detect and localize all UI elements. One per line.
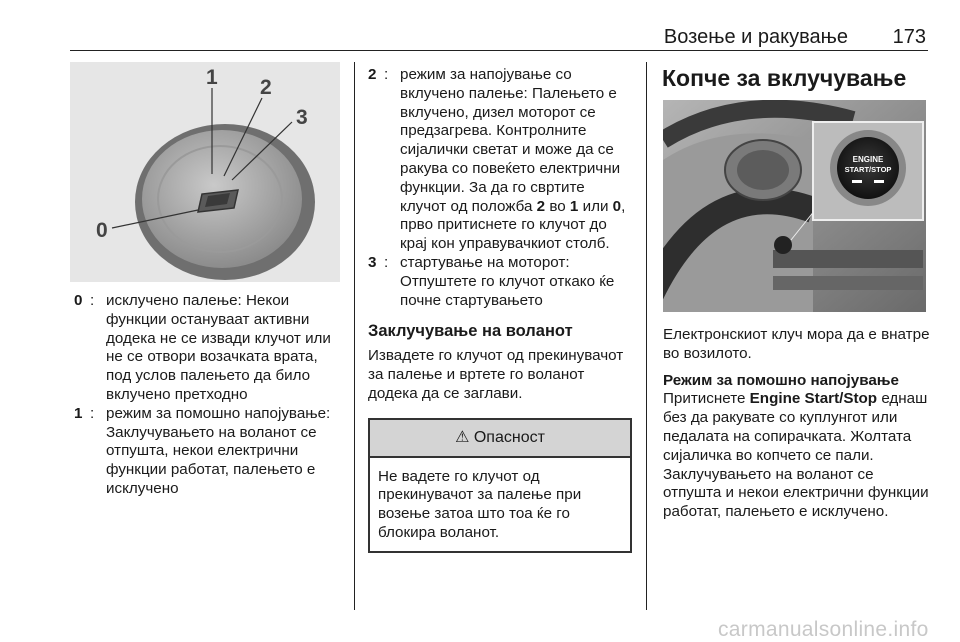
aux-power-text: Притиснете Engine Start/Stop еднаш без да ракувате со куплунгот или педалата на сопирачката. Жолтата сијаличка во копчето се пали. Заклучувањето на воланот се отпушта и некои електрични функции работат, палењето е исклучено.	[663, 390, 929, 521]
position-label-1: 1	[206, 66, 218, 89]
warning-triangle-icon: ⚠	[455, 428, 470, 446]
position-1-item: 1 : режим за помошно напојување: Заклучувањето на воланот се отпушта, некои електрични функции работат, палењето е исклучено	[74, 405, 346, 499]
position-0-item: 0 : исклучено палење: Некои функции остануваат активни додека не се извади клучот или не се отвори возачката врата, под услов палењето да било вклучено претходно	[74, 292, 346, 405]
start-button-photo	[663, 100, 926, 312]
column-divider-2	[646, 62, 647, 610]
steering-lock-text: Извадете го клучот од прекинувачот за палење и вртете го воланот додека да се заглави.	[368, 347, 624, 402]
position-3-item: 3 : стартување на моторот: Отпуштете го клучот откако ќе почне стартувањето	[368, 254, 632, 310]
ignition-switch-figure	[70, 62, 340, 282]
column-3	[663, 326, 931, 522]
position-description: режим за напојување со вклучено палење: Палењето е вклучено, дизел моторот се предзагрева. Контролните сијалички светат и може да се ракува со повеќето електрични функции. За да го свртите клучот од положба 2 во 1 или 0, прво притиснете го клучот до крај кон управувачкиот столб.	[400, 66, 626, 253]
position-key: 2	[368, 66, 377, 83]
position-description: стартување на моторот: Отпуштете го клучот откако ќе почне стартувањето	[400, 253, 615, 309]
position-key: 0	[74, 292, 83, 309]
start-button-intro: Електронскиот клуч мора да е внатре во возилото.	[663, 326, 930, 362]
aux-power-heading: Режим за помошно напојување	[663, 371, 899, 389]
position-key: 3	[368, 253, 377, 271]
position-2-item: 2 : режим за напојување со вклучено палење: Палењето е вклучено, дизел моторот се предзагрева. Контролните сијалички светат и може да се ракува со повеќето електрични функции. За да го свртите клучот од положба 2 во 1 или 0, прво притиснете го клучот до крај кон управувачкиот столб.	[368, 66, 632, 254]
section-title: Возење и ракување	[663, 26, 848, 48]
position-key: 1	[74, 404, 83, 422]
page-number: 173	[892, 26, 926, 48]
watermark: carmanualsonline.info	[718, 618, 929, 641]
danger-text: Не вадете го клучот од прекинувачот за палење при возење затоа што тоа ќе го блокира воланот.	[378, 467, 582, 541]
position-description: исклучено палење: Некои функции остануваат активни додека не се извади клучот или не се отвори возачката врата, под услов палењето да било вклучено претходно	[106, 292, 331, 403]
page-header	[70, 24, 928, 51]
position-description: режим за помошно напојување: Заклучувањето на воланот се отпушта, некои електрични функции работат, палењето е исклучено	[106, 404, 331, 497]
position-label-3: 3	[296, 106, 308, 129]
danger-box	[368, 418, 632, 553]
danger-box-header	[370, 420, 630, 458]
position-label-2: 2	[260, 76, 272, 99]
svg-text:START/STOP: START/STOP	[844, 165, 892, 174]
steering-lock-heading: Заклучување на воланот	[368, 322, 573, 341]
column-2	[368, 66, 632, 553]
column-divider-1	[354, 62, 355, 610]
start-button-heading: Копче за вклучување	[662, 65, 907, 91]
svg-text:ENGINE: ENGINE	[852, 155, 884, 164]
danger-title: Опасност	[473, 428, 545, 446]
position-label-0: 0	[96, 219, 108, 242]
column-1	[74, 292, 346, 499]
